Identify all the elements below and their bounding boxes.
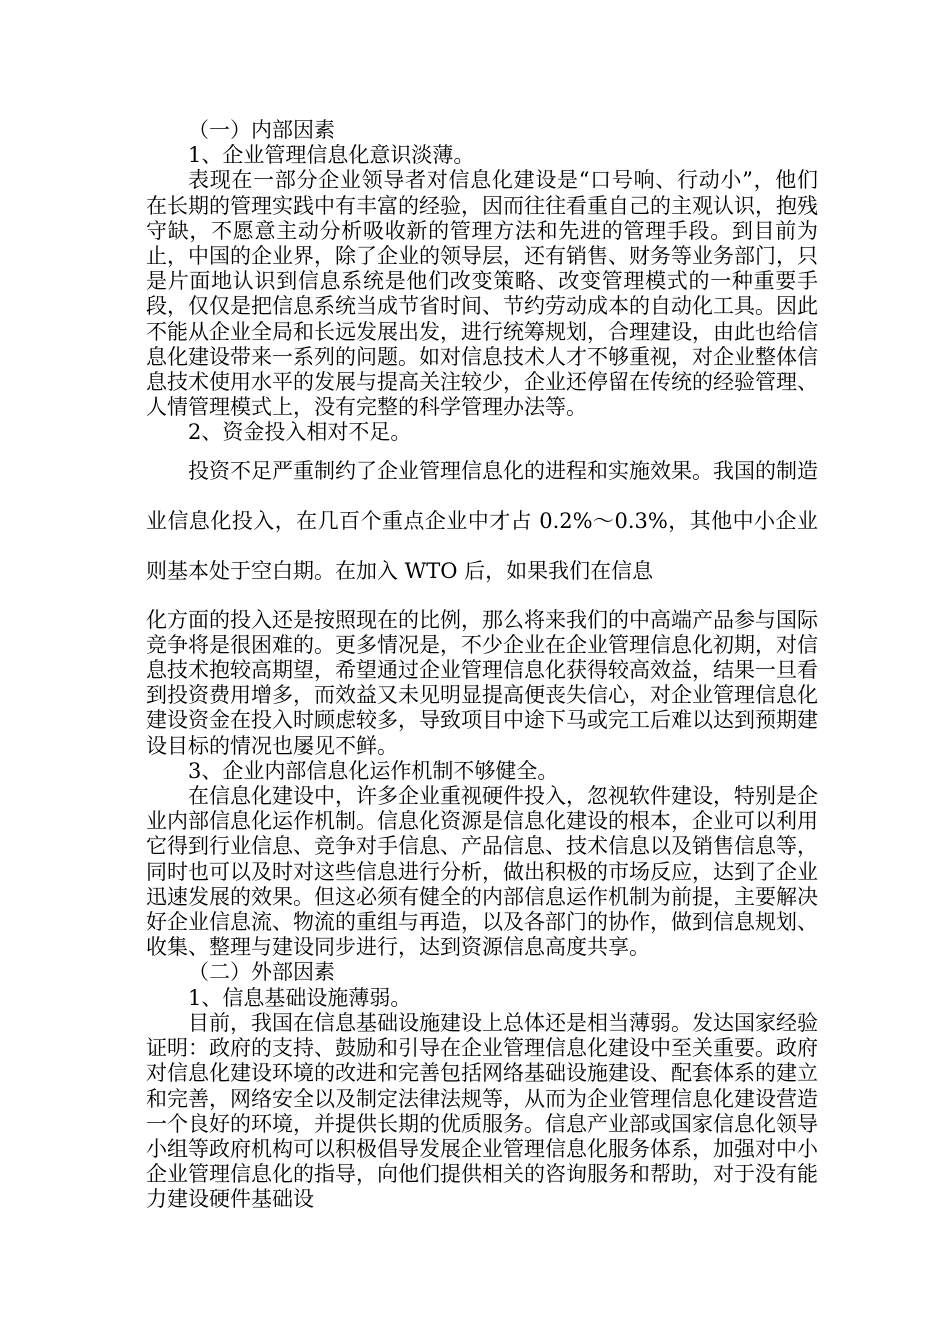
document-page	[146, 118, 818, 1213]
subsection-title-funding: 2、资金投入相对不足。	[188, 420, 412, 445]
paragraph-funding-part2: 化方面的投入还是按照现在的比例，那么将来我们的中高端产品参与国际竞争将是很困难的。更多情况是，不少企业在企业管理信息化初期，对信息技术抱较高期望，希望通过企业管理信息化获得较高效益，结果一旦看到投资费用增多，而效益又未见明显提高便丧失信心，对企业管理信息化建设资金在投入时顾虑较多，导致项目中途下马或完工后难以达到预期建设目标的情况也屡见不鲜。	[146, 607, 818, 758]
paragraph-funding-part1: 投资不足严重制约了企业管理信息化的进程和实施效果。我国的制造业信息化投入，在几百个重点企业中才占 0.2%～0.3%，其他中小企业则基本处于空白期。在加入 WTO 后，如果我们在信息	[146, 458, 818, 583]
subsection-title-mechanism: 3、企业内部信息化运作机制不够健全。	[188, 758, 559, 783]
section-heading-external: （二）外部因素	[188, 960, 335, 985]
paragraph-mechanism: 在信息化建设中，许多企业重视硬件投入，忽视软件建设，特别是企业内部信息化运作机制。信息化资源是信息化建设的根本，企业可以利用它得到行业信息、竞争对手信息、产品信息、技术信息以及销售信息等，同时也可以及时对这些信息进行分析，做出积极的市场反应，达到了企业迅速发展的效果。但这必须有健全的内部信息运作机制为前提，主要解决好企业信息流、物流的重组与再造，以及各部门的协作，做到信息规划、收集、整理与建设同步进行，达到资源信息高度共享。	[146, 784, 818, 960]
subsection-title-awareness: 1、企业管理信息化意识淡薄。	[188, 143, 475, 168]
subsection-title-infrastructure: 1、信息基础设施薄弱。	[188, 985, 412, 1010]
section-heading-internal: （一）内部因素	[188, 118, 335, 142]
paragraph-awareness: 表现在一部分企业领导者对信息化建设是“口号响、行动小”，他们在长期的管理实践中有丰富的经验，因而往往看重自己的主观认识，抱残守缺，不愿意主动分析吸收新的管理方法和先进的管理手段。到目前为止，中国的企业界，除了企业的领导层，还有销售、财务等业务部门，只是片面地认识到信息系统是他们改变策略、改变管理模式的一种重要手段，仅仅是把信息系统当成节省时间、节约劳动成本的自动化工具。因此不能从企业全局和长远发展出发，进行统筹规划，合理建设，由此也给信息化建设带来一系列的问题。如对信息技术人才不够重视，对企业整体信息技术使用水平的发展与提高关注较少，企业还停留在传统的经验管理、人情管理模式上，没有完整的科学管理办法等。	[146, 168, 818, 420]
paragraph-infrastructure: 目前，我国在信息基础设施建设上总体还是相当薄弱。发达国家经验证明：政府的支持、鼓励和引导在企业管理信息化建设中至关重要。政府对信息化建设环境的改进和完善包括网络基础设施建设、配套体系的建立和完善，网络安全以及制定法律法规等，从而为企业管理信息化建设营造一个良好的环境，并提供长期的优质服务。信息产业部或国家信息化领导小组等政府机构可以积极倡导发展企业管理信息化服务体系，加强对中小企业管理信息化的指导，向他们提供相关的咨询服务和帮助，对于没有能力建设硬件基础设	[146, 1010, 818, 1212]
